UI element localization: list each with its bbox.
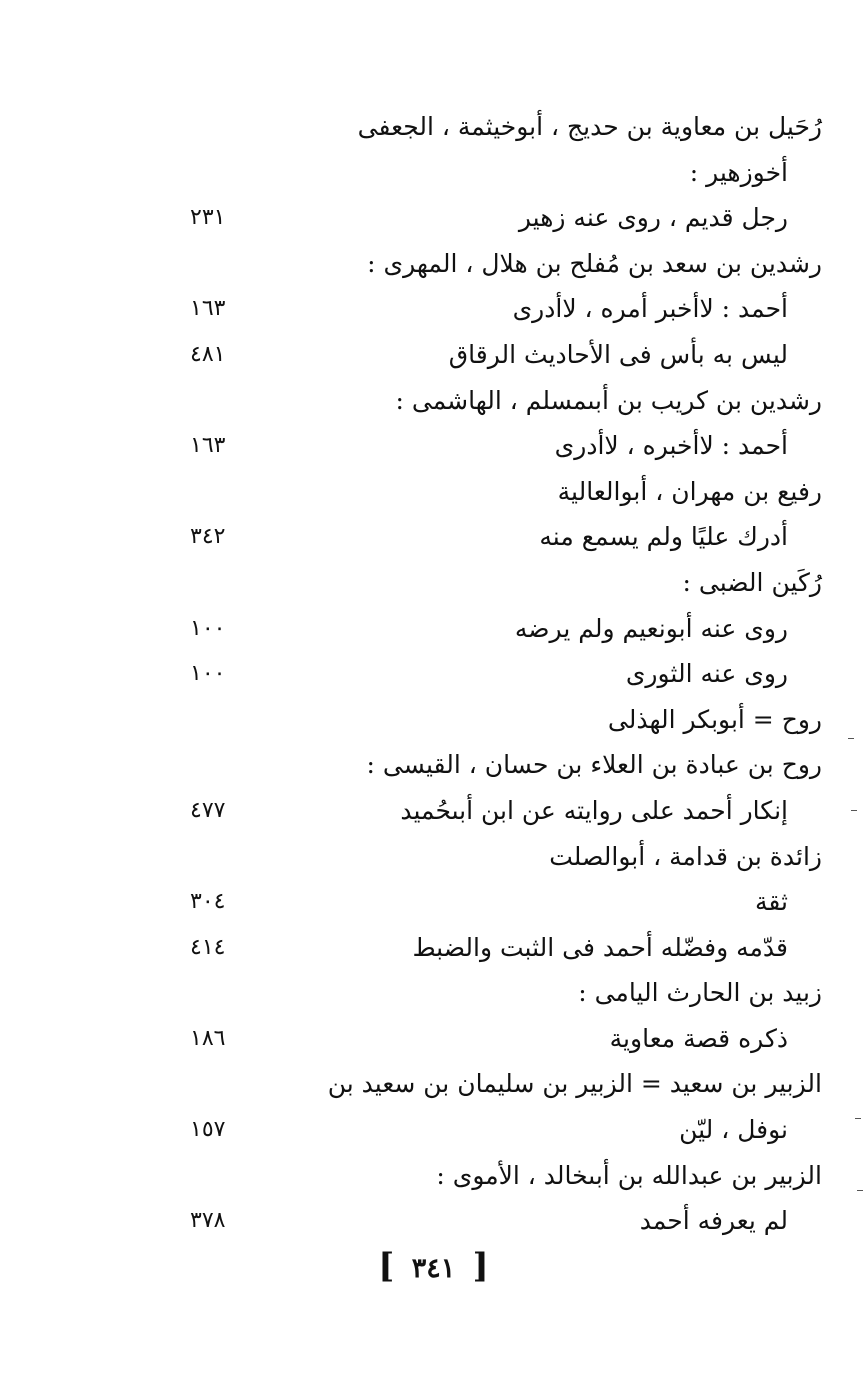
- entry-text: ثقة: [754, 887, 788, 917]
- entry-heading: [150, 469, 822, 515]
- entry-heading: [150, 697, 822, 743]
- entry-continuation: [150, 150, 822, 196]
- entry-subitem: [150, 879, 822, 925]
- entry-text: رجل قديم ، روى عنه زهير: [518, 203, 788, 233]
- entry-subitem: [150, 423, 822, 469]
- index-entries: [150, 104, 822, 1244]
- entry-subitem: [150, 286, 822, 332]
- entry-heading: [150, 560, 822, 606]
- scan-mark: [851, 810, 857, 811]
- entry-text: رشدين بن كريب بن أبىمسلم ، الهاشمى :: [395, 385, 822, 415]
- entry-continuation: [150, 1107, 822, 1153]
- entry-text: زائدة بن قدامة ، أبوالصلت: [549, 841, 822, 871]
- entry-subitem: [150, 1198, 822, 1244]
- entry-heading: [150, 742, 822, 788]
- entry-page-number: ٤٧٧: [190, 797, 226, 823]
- scan-mark: [857, 1190, 863, 1191]
- entry-subitem: [150, 195, 822, 241]
- entry-subitem: [150, 332, 822, 378]
- entry-page-number: ١٠٠: [190, 615, 226, 641]
- entry-text: نوفل ، ليّن: [679, 1115, 788, 1145]
- entry-text: الزبير بن عبدالله بن أبىخالد ، الأموى :: [436, 1160, 822, 1190]
- entry-heading: [150, 1061, 822, 1107]
- entry-text: قدّمه وفضّله أحمد فى الثبت والضبط: [412, 932, 788, 962]
- entry-text: أخوزهير :: [689, 157, 788, 187]
- entry-text: روح = أبوبكر الهذلى: [607, 704, 822, 734]
- entry-page-number: ١٦٣: [190, 433, 226, 459]
- entry-subitem: [150, 514, 822, 560]
- entry-page-number: ١٨٦: [190, 1025, 226, 1051]
- entry-text: رفيع بن مهران ، أبوالعالية: [557, 476, 822, 506]
- entry-page-number: ١٥٧: [190, 1117, 226, 1143]
- entry-text: ذكره قصة معاوية: [609, 1023, 788, 1053]
- entry-subitem: [150, 925, 822, 971]
- entry-heading: [150, 104, 822, 150]
- entry-page-number: ٤٨١: [190, 341, 226, 367]
- entry-page-number: ٣٠٤: [190, 889, 226, 915]
- entry-page-number: ٢٣١: [190, 205, 226, 231]
- page-footer: [0, 1246, 867, 1286]
- entry-text: روى عنه الثورى: [625, 659, 788, 689]
- entry-heading: [150, 241, 822, 287]
- entry-text: أحمد : لاأخبر أمره ، لاأدرى: [512, 294, 788, 324]
- entry-page-number: ٤١٤: [190, 934, 226, 960]
- scan-mark: [848, 738, 854, 739]
- entry-page-number: ١٦٣: [190, 296, 226, 322]
- footer-page-number: ٣٤١: [411, 1253, 456, 1284]
- footer-bracket-open: [: [378, 1246, 395, 1286]
- entry-text: إنكار أحمد على روايته عن ابن أبىحُميد: [400, 795, 788, 825]
- scan-mark: [855, 1118, 861, 1119]
- entry-heading: [150, 970, 822, 1016]
- entry-text: أحمد : لاأخبره ، لاأدرى: [554, 431, 788, 461]
- entry-text: رُكَين الضبى :: [682, 567, 822, 597]
- entry-text: رشدين بن سعد بن مُفلح بن هلال ، المهرى :: [367, 248, 822, 278]
- entry-subitem: [150, 788, 822, 834]
- entry-page-number: ٣٧٨: [190, 1208, 226, 1234]
- entry-text: الزبير بن سعيد = الزبير بن سليمان بن سعيد بن: [327, 1069, 822, 1099]
- entry-text: روح بن عبادة بن العلاء بن حسان ، القيسى :: [366, 750, 822, 780]
- entry-text: ليس به بأس فى الأحاديث الرقاق: [448, 339, 788, 369]
- entry-text: لم يعرفه أحمد: [639, 1206, 788, 1236]
- entry-subitem: [150, 606, 822, 652]
- footer-bracket-close: ]: [472, 1246, 489, 1286]
- entry-text: أدرك عليًا ولم يسمع منه: [539, 522, 788, 552]
- entry-subitem: [150, 1016, 822, 1062]
- entry-page-number: ٣٤٢: [190, 524, 226, 550]
- entry-heading: [150, 1153, 822, 1199]
- entry-text: رُحَيل بن معاوية بن حديج ، أبوخيثمة ، الجعفى: [357, 112, 822, 141]
- entry-subitem: [150, 651, 822, 697]
- entry-heading: [150, 834, 822, 880]
- entry-text: زبيد بن الحارث اليامى :: [578, 978, 822, 1008]
- entry-page-number: ١٠٠: [190, 661, 226, 687]
- entry-heading: [150, 378, 822, 424]
- entry-text: روى عنه أبونعيم ولم يرضه: [514, 613, 788, 643]
